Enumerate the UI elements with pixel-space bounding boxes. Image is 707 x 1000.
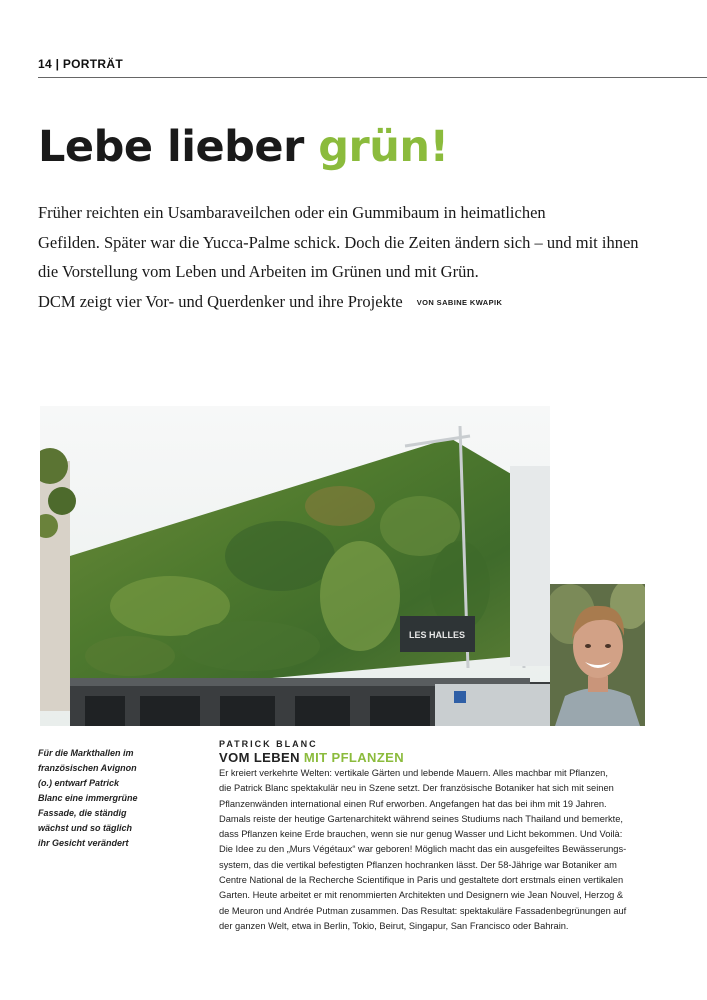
- body-line: die Patrick Blanc spektakulär neu in Szene setzt. Der französische Botaniker hat sich mit seinen: [219, 783, 614, 794]
- headline-accent: MIT PFLANZEN: [303, 750, 405, 765]
- caption-line: wächst und so täglich: [38, 823, 133, 833]
- body-line: dass Pflanzen keine Erde brauchen, wenn sie nur genug Wasser und Licht bekommen. Und Voilà:: [219, 829, 623, 840]
- body-line: Damals reiste der heutige Gartenarchitekt während seines Studiums nach Thailand und bemerkte,: [219, 813, 623, 824]
- intro-paragraph: [38, 198, 678, 317]
- title-main: Lebe lieber: [38, 122, 319, 172]
- green-wall-photo: [40, 406, 550, 726]
- title-accent: grün!: [318, 122, 449, 172]
- headline-main: VOM LEBEN: [219, 750, 304, 765]
- body-line: Pflanzenwänden international einen Ruf erworben. Angefangen hat das bei ihm mit 19 Jahren.: [219, 798, 607, 809]
- article-kicker: PATRICK BLANC: [219, 739, 318, 749]
- caption-line: französischen Avignon: [38, 763, 137, 773]
- body-line: Garten. Heute arbeitet er mit renommierten Architekten und Designern wie Jean Nouvel, Herzog &: [219, 890, 624, 901]
- body-line: Die Idee zu den „Murs Végétaux“ war geboren! Möglich macht das ein ausgefeiltes Bewässerungs-: [219, 844, 627, 855]
- caption-line: Für die Markthallen im: [38, 748, 134, 758]
- photo-caption: [38, 746, 173, 851]
- intro-line-last: [38, 287, 678, 318]
- page-title: [38, 122, 449, 172]
- caption-line: (o.) entwarf Patrick: [38, 778, 120, 788]
- byline: VON SABINE KWAPIK: [416, 297, 503, 307]
- intro-line: DCM zeigt vier Vor- und Querdenker und ihre Projekte: [38, 291, 403, 311]
- caption-line: Blanc eine immergrüne: [38, 793, 138, 803]
- header-rule: [38, 77, 707, 78]
- intro-line: Früher reichten ein Usambaraveilchen oder ein Gummibaum in heimatlichen: [38, 203, 546, 222]
- article-body: [219, 766, 659, 934]
- article-headline: [219, 750, 659, 765]
- caption-line: ihr Gesicht verändert: [38, 838, 129, 848]
- article: [219, 739, 659, 934]
- portrait-illustration: [550, 584, 645, 726]
- body-line: Centre National de la Recherche Scientifique in Paris und gestaltete dort erstmals einen vertikalen: [219, 875, 624, 886]
- body-line: Er kreiert verkehrte Welten: vertikale Gärten und lebende Mauern. Alles machbar mit Pflanzen,: [219, 768, 608, 778]
- les-halles-sign: LES HALLES: [408, 630, 466, 640]
- green-wall-illustration: [40, 406, 550, 726]
- portrait-photo: [550, 584, 645, 726]
- intro-line: die Vorstellung vom Leben und Arbeiten im Grünen und mit Grün.: [38, 262, 479, 281]
- section-header: 14 | PORTRÄT: [38, 57, 123, 71]
- caption-line: Fassade, die ständig: [38, 808, 127, 818]
- body-line: system, das die vertikal befestigten Pflanzen hochranken lässt. Der 58-Jährige war Botaniker am: [219, 859, 617, 870]
- body-line: de Meuron und Andrée Putman zusammen. Das Resultat: spektakuläre Fassadenbegrünungen auf: [219, 905, 627, 916]
- intro-line: Gefilden. Später war die Yucca-Palme schick. Doch die Zeiten ändern sich – und mit ihnen: [38, 232, 639, 252]
- body-line: der ganzen Welt, etwa in Berlin, Tokio, Beirut, Singapur, San Francisco oder Bahrain.: [219, 920, 569, 931]
